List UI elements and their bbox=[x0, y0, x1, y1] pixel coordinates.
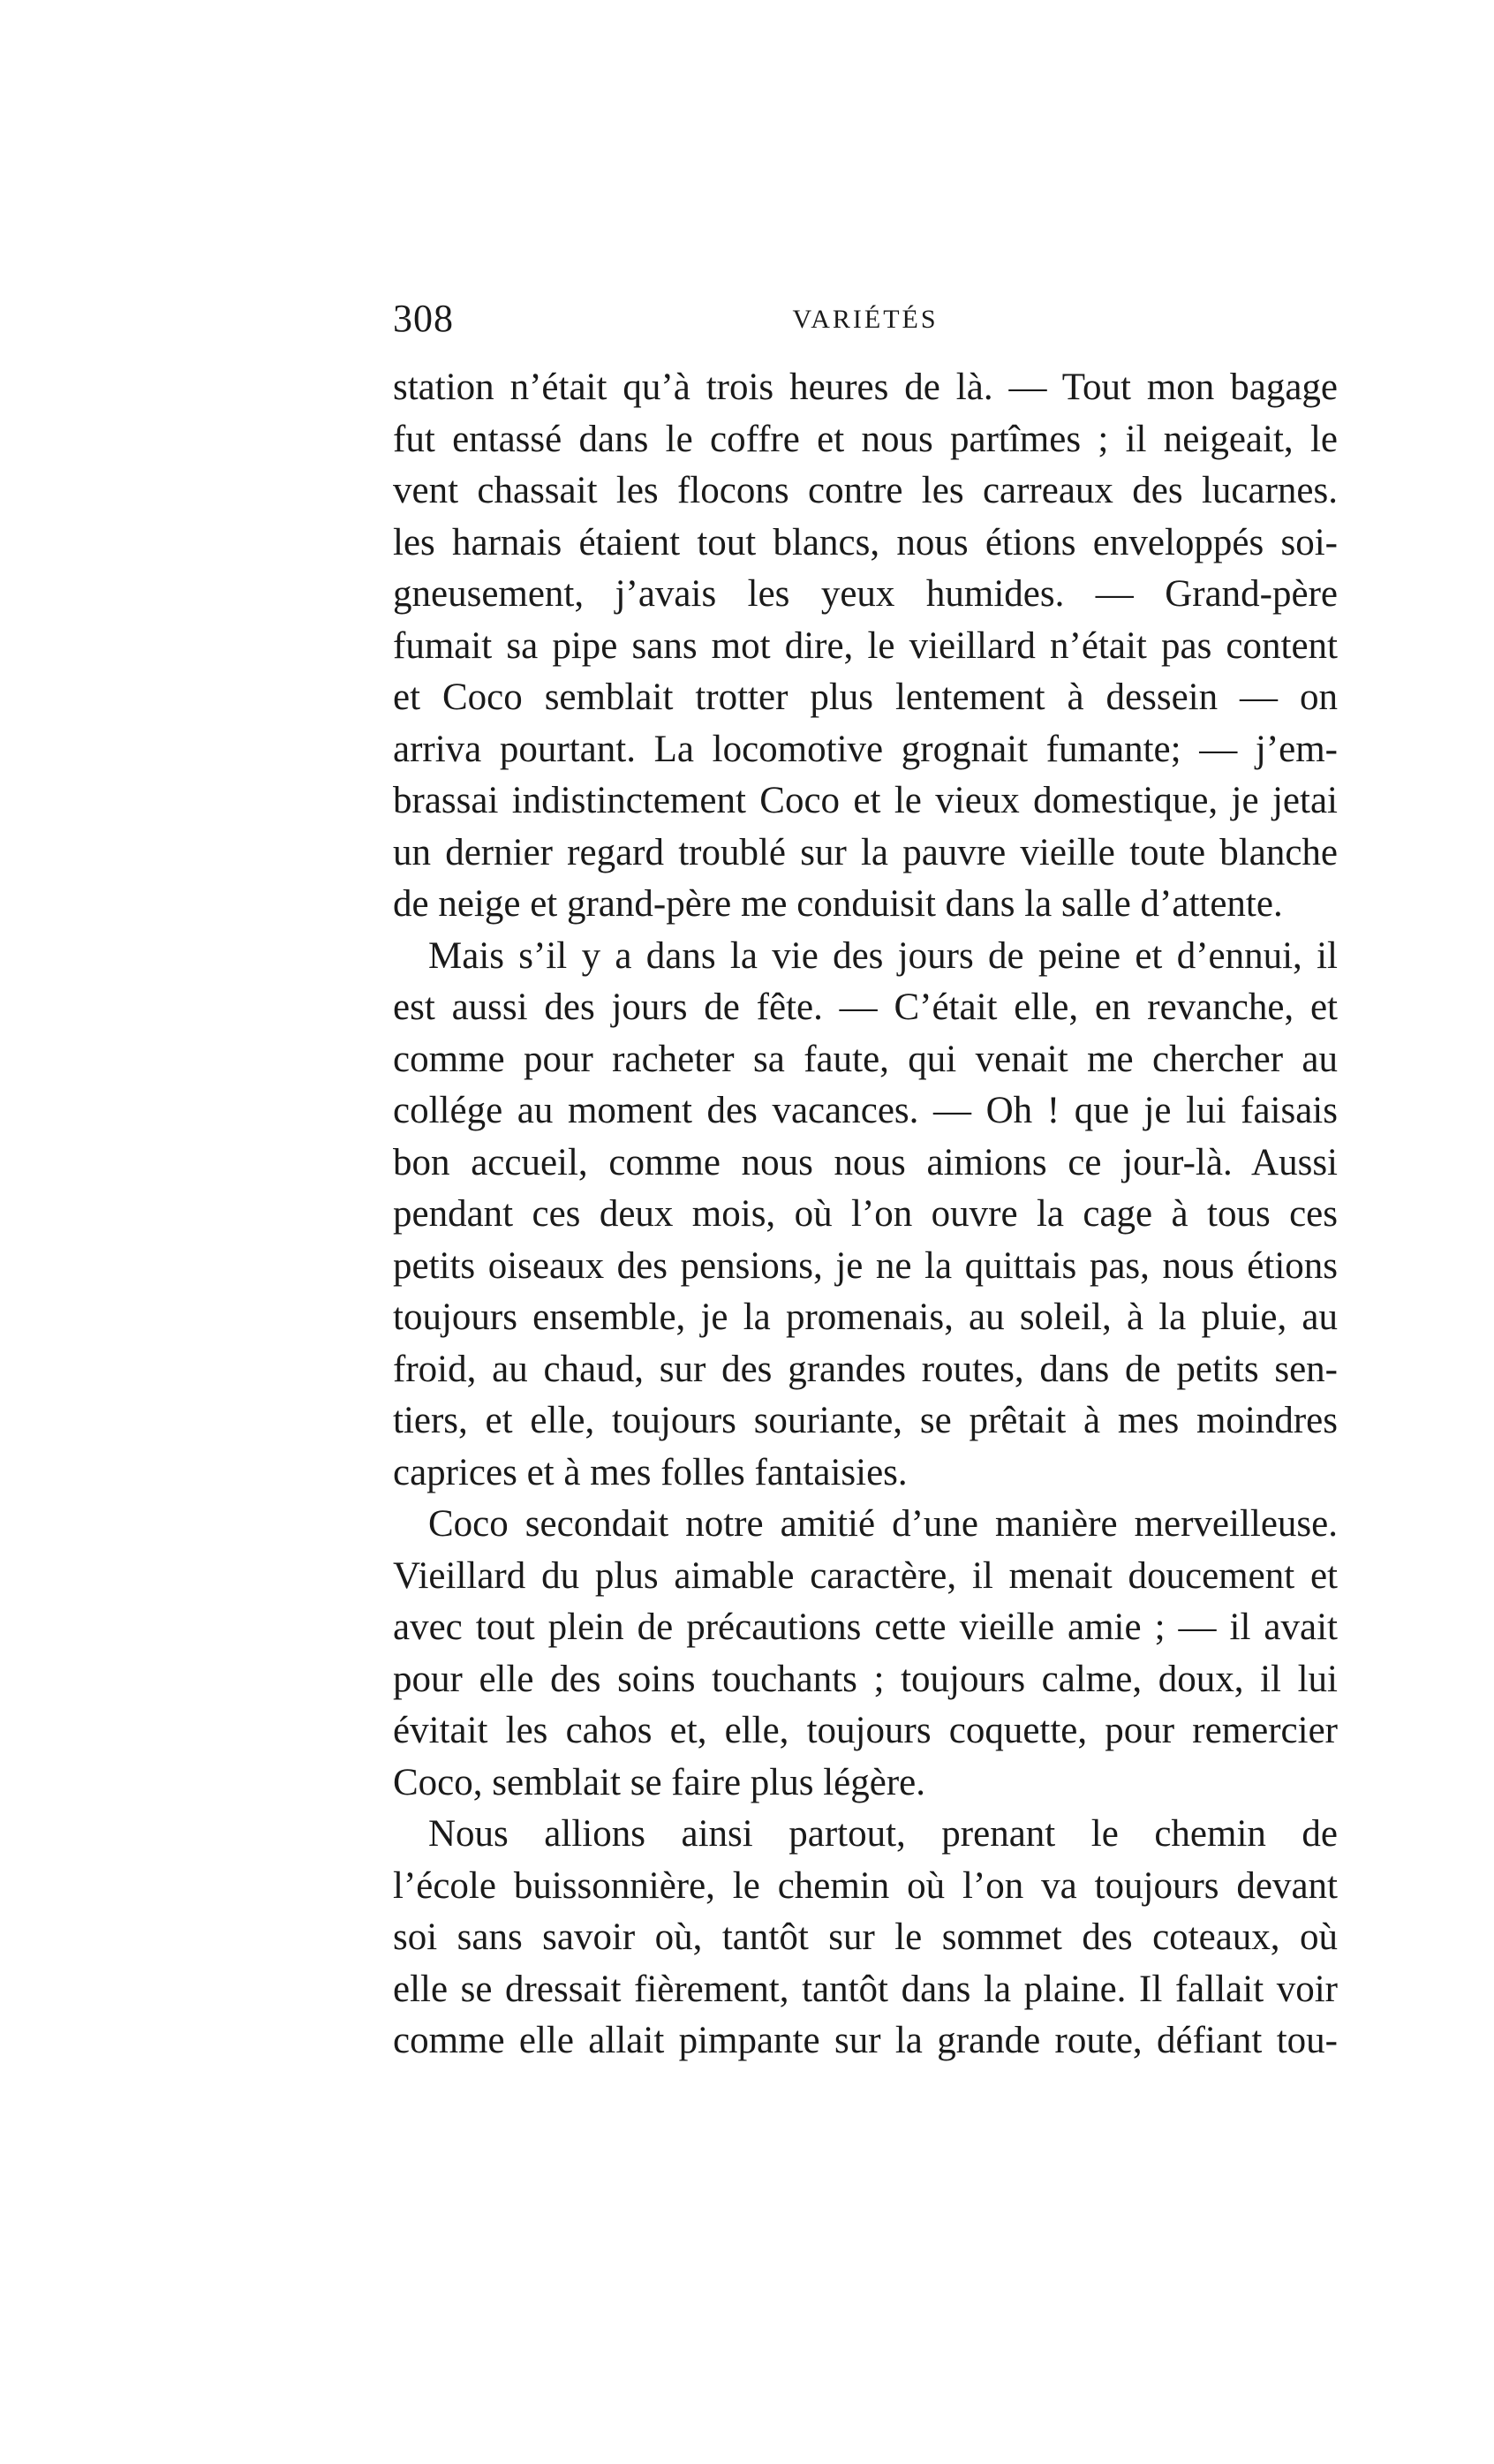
text-line: toujours ensemble, je la promenais, au soleil, à la pluie, au bbox=[393, 1296, 1338, 1338]
text-line: l’école buissonnière, le chemin où l’on va toujours devant bbox=[393, 1864, 1338, 1907]
text-line: elle se dressait fièrement, tantôt dans la plaine. Il fallait voir bbox=[393, 1968, 1338, 2010]
text-line: Coco, semblait se faire plus légère. bbox=[393, 1761, 925, 1803]
text-line: fumait sa pipe sans mot dire, le vieillard n’était pas content bbox=[393, 624, 1338, 667]
text-line: gneusement, j’avais les yeux humides. — Grand-père bbox=[393, 573, 1338, 615]
text-line: collége au moment des vacances. — Oh ! que je lui faisais bbox=[393, 1090, 1338, 1131]
paragraph-1 bbox=[393, 362, 1338, 931]
text-line: station n’était qu’à trois heures de là. — Tout mon bagage bbox=[393, 367, 1338, 408]
text-line: et Coco semblait trotter plus lentement à dessein — on bbox=[393, 676, 1338, 718]
text-line: caprices et à mes folles fantaisies. bbox=[393, 1451, 908, 1493]
text-line: petits oiseaux des pensions, je ne la quittais pas, nous étions bbox=[393, 1244, 1338, 1287]
text-line: soi sans savoir où, tantôt sur le sommet des coteaux, où bbox=[393, 1916, 1338, 1958]
text-line: un dernier regard troublé sur la pauvre vieille toute blanche bbox=[393, 831, 1338, 873]
running-head bbox=[393, 296, 1338, 358]
text-line: comme pour racheter sa faute, qui venait me chercher au bbox=[393, 1038, 1338, 1080]
body-text bbox=[393, 362, 1338, 2067]
text-line: bon accueil, comme nous nous aimions ce jour-là. Aussi bbox=[393, 1141, 1338, 1183]
text-line: comme elle allait pimpante sur la grande route, défiant tou- bbox=[393, 2020, 1338, 2061]
running-title: VARIÉTÉS bbox=[792, 305, 939, 334]
text-line: froid, au chaud, sur des grandes routes, dans de petits sen- bbox=[393, 1348, 1338, 1390]
paragraph-2 bbox=[393, 931, 1338, 1500]
text-line: avec tout plein de précautions cette vieille amie ; — il avait bbox=[393, 1606, 1338, 1648]
paragraph-4 bbox=[393, 1809, 1338, 2067]
text-line: évitait les cahos et, elle, toujours coquette, pour remercier bbox=[393, 1710, 1338, 1751]
text-line: vent chassait les flocons contre les carreaux des lucarnes. bbox=[393, 470, 1338, 511]
paragraph-3 bbox=[393, 1499, 1338, 1809]
text-line: tiers, et elle, toujours souriante, se prêtait à mes moindres bbox=[393, 1400, 1338, 1441]
text-line: Coco secondait notre amitié d’une manière merveilleuse. bbox=[428, 1503, 1338, 1545]
text-line: arriva pourtant. La locomotive grognait fumante; — j’em- bbox=[393, 728, 1338, 770]
text-line: pendant ces deux mois, où l’on ouvre la cage à tous ces bbox=[393, 1193, 1338, 1235]
page-number: 308 bbox=[393, 297, 454, 340]
text-line: fut entassé dans le coffre et nous partîmes ; il neigeait, le bbox=[393, 418, 1338, 460]
text-line: brassai indistinctement Coco et le vieux domestique, je jetai bbox=[393, 780, 1338, 821]
text-line: Vieillard du plus aimable caractère, il menait doucement et bbox=[393, 1554, 1338, 1597]
text-line: de neige et grand-père me conduisit dans la salle d’attente. bbox=[393, 883, 1283, 925]
text-line: les harnais étaient tout blancs, nous étions enveloppés soi- bbox=[393, 521, 1338, 563]
text-line: est aussi des jours de fête. — C’était elle, en revanche, et bbox=[393, 986, 1338, 1028]
text-line: Mais s’il y a dans la vie des jours de peine et d’ennui, il bbox=[428, 934, 1338, 977]
text-line: Nous allions ainsi partout, prenant le chemin de bbox=[428, 1813, 1338, 1855]
text-line: pour elle des soins touchants ; toujours calme, doux, il lui bbox=[393, 1658, 1338, 1700]
